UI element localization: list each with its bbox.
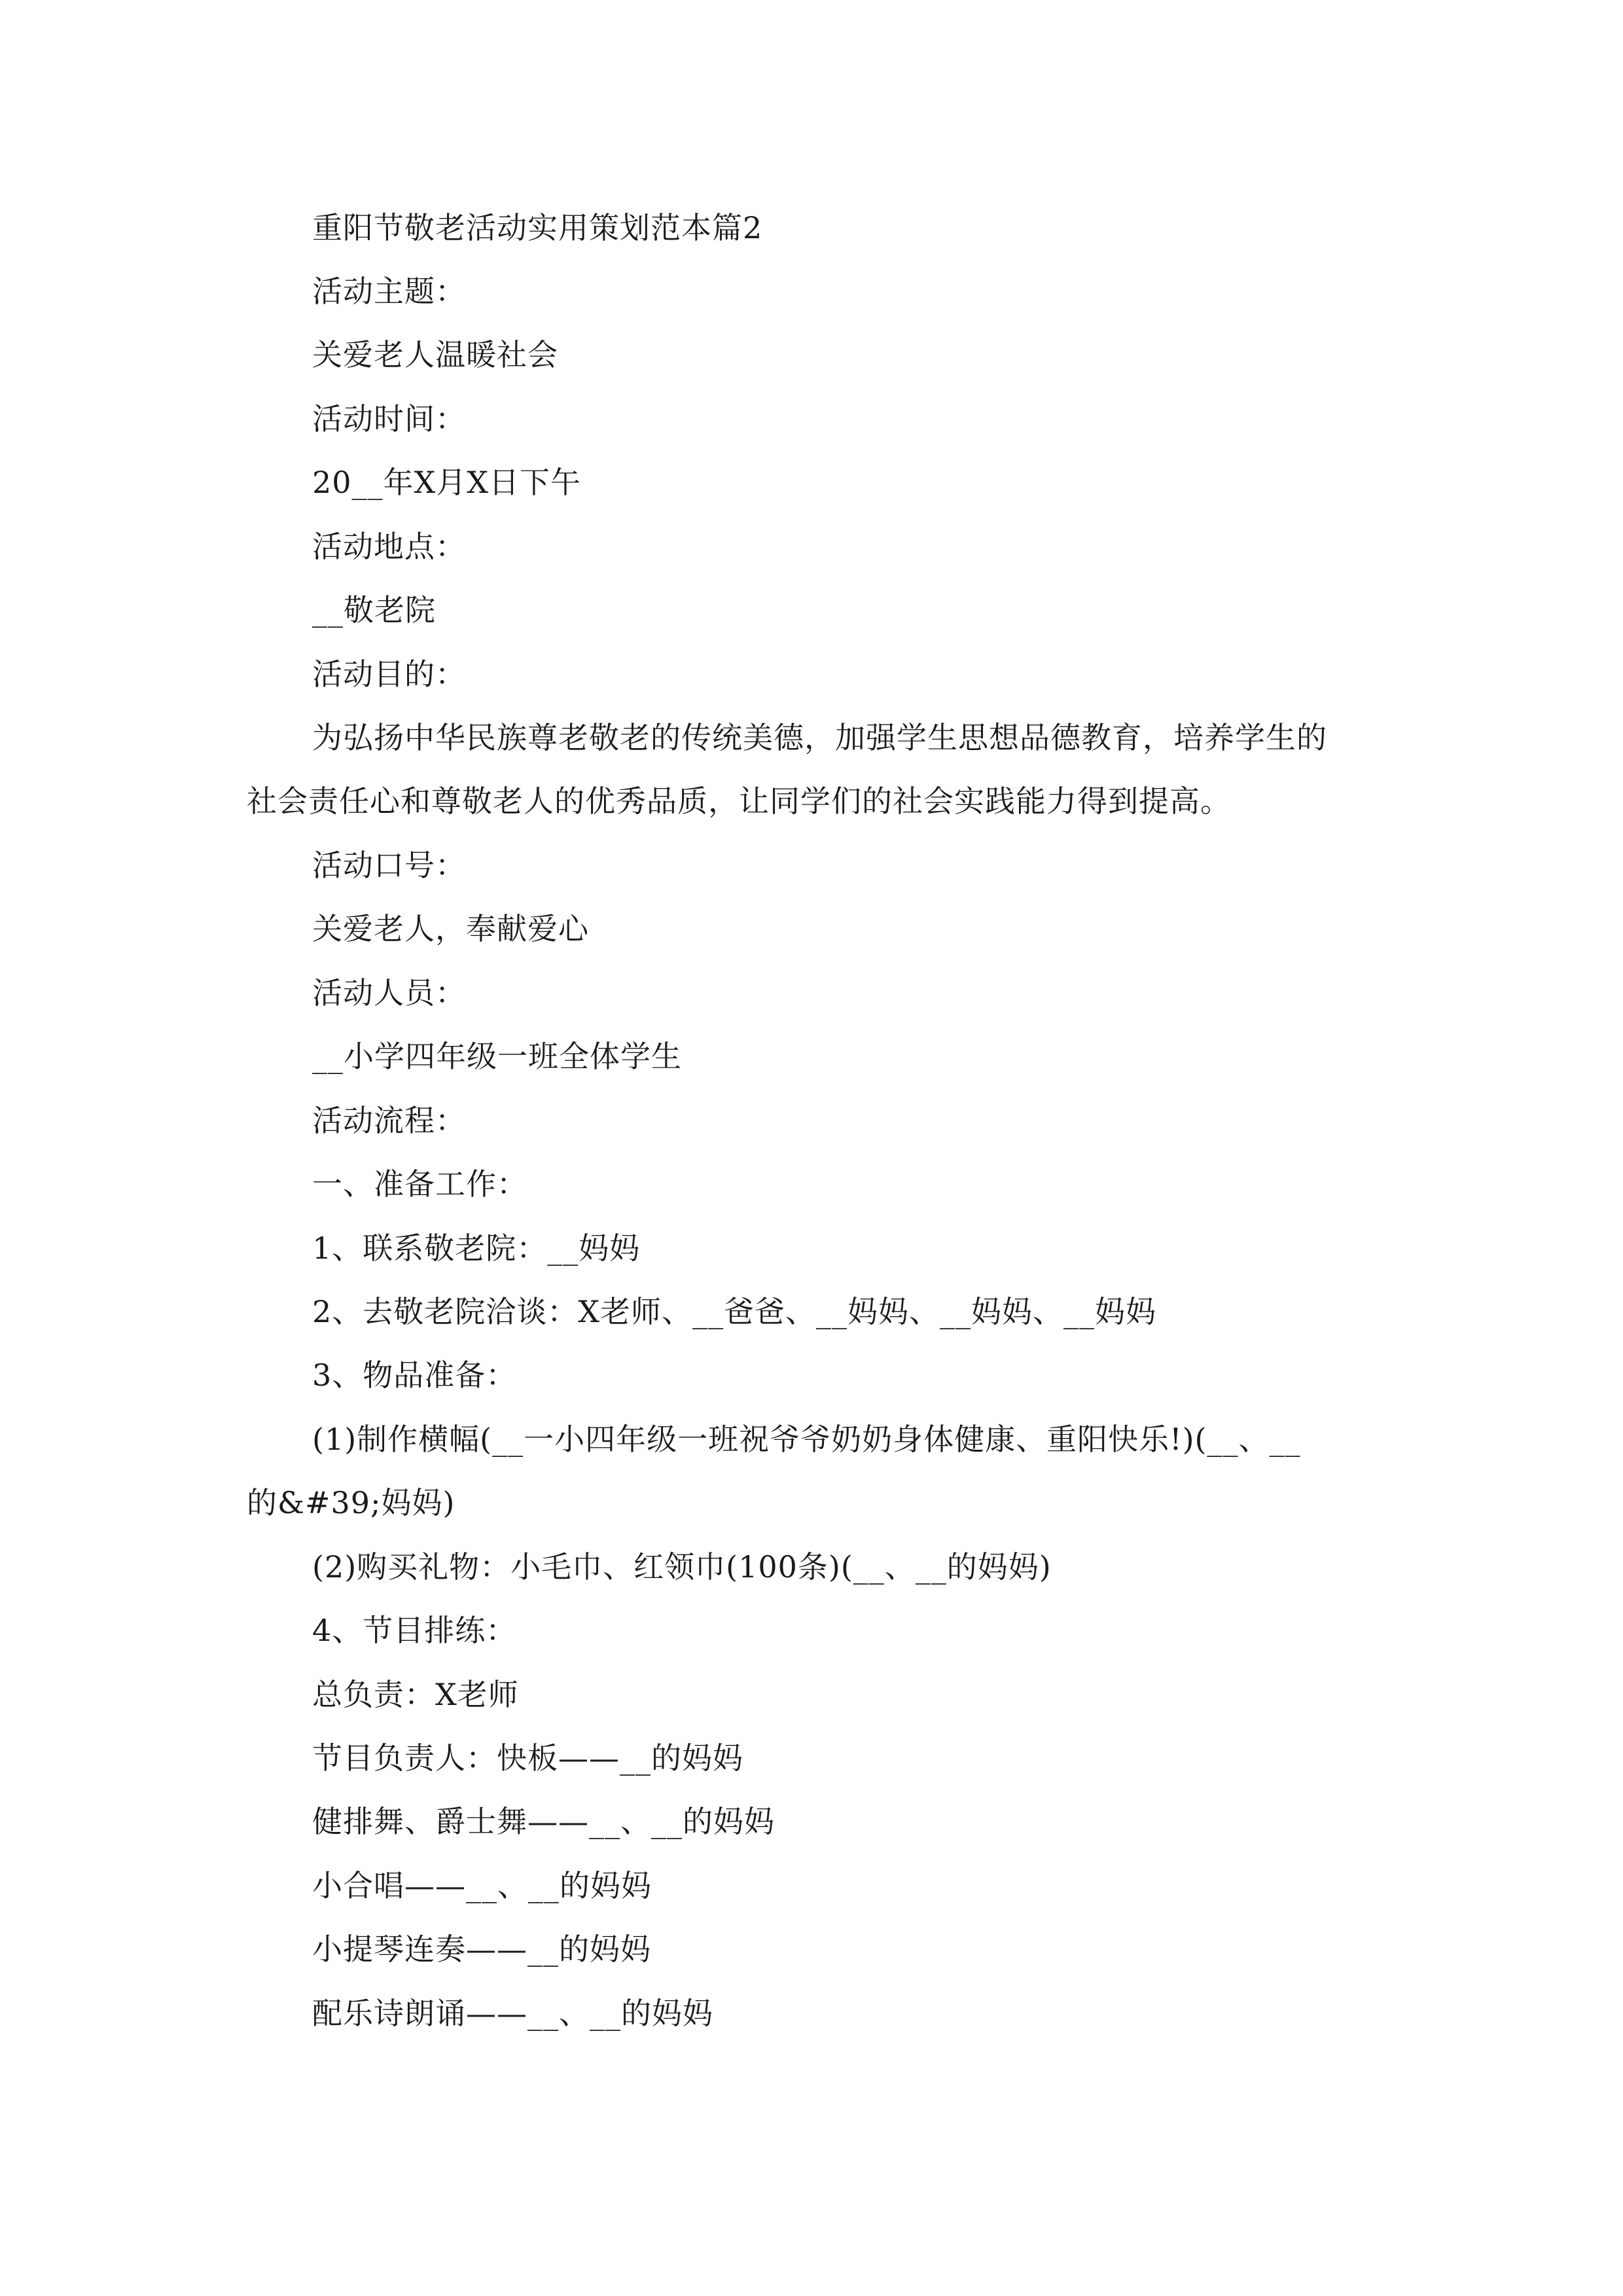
section-heading: 活动目的：: [312, 656, 466, 692]
list-item: (1)制作横幅(__一小四年级一班祝爷爷奶奶身体健康、重阳快乐!)(__、__: [312, 1422, 1301, 1457]
list-heading: 一、准备工作：: [312, 1166, 527, 1202]
section-heading: 活动人员：: [312, 975, 466, 1011]
paragraph: 节目负责人：快板——__的妈妈: [312, 1740, 743, 1776]
list-item: 的&#39;妈妈): [247, 1485, 455, 1520]
document-title: 重阳节敬老活动实用策划范本篇2: [312, 210, 763, 245]
section-heading: 活动流程：: [312, 1103, 466, 1138]
paragraph: 关爱老人，奉献爱心: [312, 911, 589, 946]
paragraph: __小学四年级一班全体学生: [312, 1039, 682, 1074]
paragraph: 小合唱——__、__的妈妈: [312, 1868, 652, 1903]
list-item: 1、联系敬老院：__妈妈: [312, 1230, 641, 1266]
list-item: (2)购买礼物：小毛巾、红领巾(100条)(__、__的妈妈): [312, 1549, 1052, 1585]
paragraph: 小提琴连奏——__的妈妈: [312, 1931, 651, 1967]
paragraph: 健排舞、爵士舞——__、__的妈妈: [312, 1804, 775, 1839]
section-heading: 活动口号：: [312, 848, 466, 883]
paragraph: 20__年X月X日下午: [312, 465, 582, 500]
section-heading: 活动主题：: [312, 274, 466, 309]
paragraph: 为弘扬中华民族尊老敬老的传统美德，加强学生思想品德教育，培养学生的: [312, 720, 1327, 755]
paragraph: 社会责任心和尊敬老人的优秀品质，让同学们的社会实践能力得到提高。: [247, 783, 1231, 819]
list-item: 4、节目排练：: [312, 1613, 517, 1648]
list-item: 3、物品准备：: [312, 1357, 517, 1393]
section-heading: 活动地点：: [312, 529, 466, 564]
paragraph: __敬老院: [312, 592, 436, 628]
section-heading: 活动时间：: [312, 401, 466, 437]
paragraph: 关爱老人温暖社会: [312, 337, 558, 372]
paragraph: 配乐诗朗诵——__、__的妈妈: [312, 1996, 713, 2031]
list-item: 2、去敬老院洽谈：X老师、__爸爸、__妈妈、__妈妈、__妈妈: [312, 1294, 1157, 1329]
paragraph: 总负责：X老师: [312, 1677, 519, 1712]
